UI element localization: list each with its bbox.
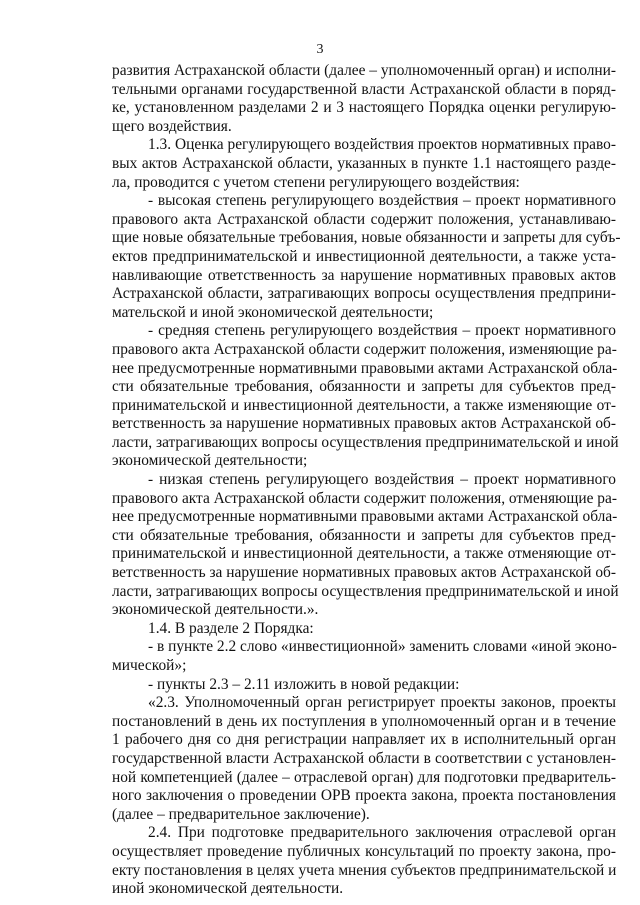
text-line: ектов предпринимательской и инвестиционной деятельности, а также уста- [112, 247, 616, 265]
text-line: - высокая степень регулирующего воздействия – проект нормативного [148, 192, 616, 210]
text-line: мательской и иной экономической деятельности; [112, 303, 434, 321]
text-line: тельными органами государственной власти Астраханской области в поряд- [112, 80, 616, 98]
text-line: нее предусмотренные нормативными правовыми актами Астраханской обла- [112, 508, 618, 526]
text-line: государственной власти Астраханской области в соответствии с установлен- [112, 749, 616, 767]
text-line: ветственность за нарушение нормативных правовых актов Астраханской об- [112, 564, 616, 582]
text-line: 1 рабочего дня со дня регистрации направляет их в исполнительный орган [112, 731, 616, 749]
text-line: ла, проводится с учетом степени регулирующего воздействия: [112, 173, 520, 191]
text-line: - пункты 2.3 – 2.11 изложить в новой редакции: [148, 675, 460, 693]
text-line: экономической деятельности; [112, 452, 308, 470]
text-line: сти обязательные требования, обязанности и запреты для субъектов пред- [112, 378, 616, 396]
text-line: - в пункте 2.2 слово «инвестиционной» заменить словами «иной эконо- [148, 638, 617, 656]
text-line: (далее – предварительное заключение). [112, 805, 370, 823]
text-line: 1.3. Оценка регулирующего воздействия проектов нормативных право- [148, 136, 616, 154]
text-line: правового акта Астраханской области содержит положения, изменяющие ра- [112, 340, 617, 358]
text-line: экономической деятельности.». [112, 601, 319, 619]
text-line: принимательской и инвестиционной деятельности, а также отменяющие от- [112, 545, 616, 563]
document-body [112, 62, 621, 899]
text-line: ного заключения о проведении ОРВ проекта закона, проекта постановления [112, 787, 616, 805]
text-line: 1.4. В разделе 2 Порядка: [148, 619, 314, 637]
text-line: навливающие ответственность за нарушение нормативных правовых актов [112, 266, 616, 284]
text-line: принимательской и инвестиционной деятельности, а также изменяющие от- [112, 396, 616, 414]
text-line: вых актов Астраханской области, указанных в пункте 1.1 настоящего разде- [112, 154, 616, 172]
text-line: сти обязательные требования, обязанности и запреты для субъектов пред- [112, 526, 616, 544]
text-line: развития Астраханской области (далее – уполномоченный орган) и исполни- [112, 62, 616, 79]
text-line: 2.4. При подготовке предварительного заключения отраслевой орган [148, 824, 616, 842]
text-line: щие новые обязательные требования, новые обязанности и запреты для субъ- [112, 229, 621, 247]
text-line: ветственность за нарушение нормативных правовых актов Астраханской об- [112, 415, 616, 433]
text-line: нее предусмотренные нормативными правовыми актами Астраханской обла- [112, 359, 618, 377]
text-line: правового акта Астраханской области содержит положения, отменяющие ра- [112, 489, 617, 507]
text-line: ласти, затрагивающих вопросы осуществления предпринимательской и иной [112, 433, 619, 451]
text-line: Астраханской области, затрагивающих вопросы осуществления предприни- [112, 285, 616, 303]
text-line: иной экономической деятельности. [112, 880, 344, 898]
text-line: осуществляет проведение публичных консультаций по проекту закона, про- [112, 842, 616, 860]
text-line: щего воздействия. [112, 117, 232, 135]
text-line: «2.3. Уполномоченный орган регистрирует проекты законов, проекты [148, 694, 616, 712]
text-line: екту постановления в целях учета мнения субъектов предпринимательской и [112, 861, 617, 879]
text-line: постановлений в день их поступления в уполномоченный орган и в течение [112, 712, 616, 730]
text-line: ласти, затрагивающих вопросы осуществления предпринимательской и иной [112, 582, 619, 600]
text-line: мической»; [112, 657, 187, 674]
text-line: ке, установленном разделами 2 и 3 настоящего Порядка оценки регулирую- [112, 99, 616, 117]
page-number: 3 [316, 42, 324, 57]
text-line: - средняя степень регулирующего воздействия – проект нормативного [148, 322, 616, 340]
text-line: ной компетенцией (далее – отраслевой орган) для подготовки предваритель- [112, 768, 616, 786]
text-line: - низкая степень регулирующего воздействия – проект нормативного [148, 471, 616, 489]
text-line: правового акта Астраханской области содержит положения, устанавливаю- [112, 210, 616, 228]
